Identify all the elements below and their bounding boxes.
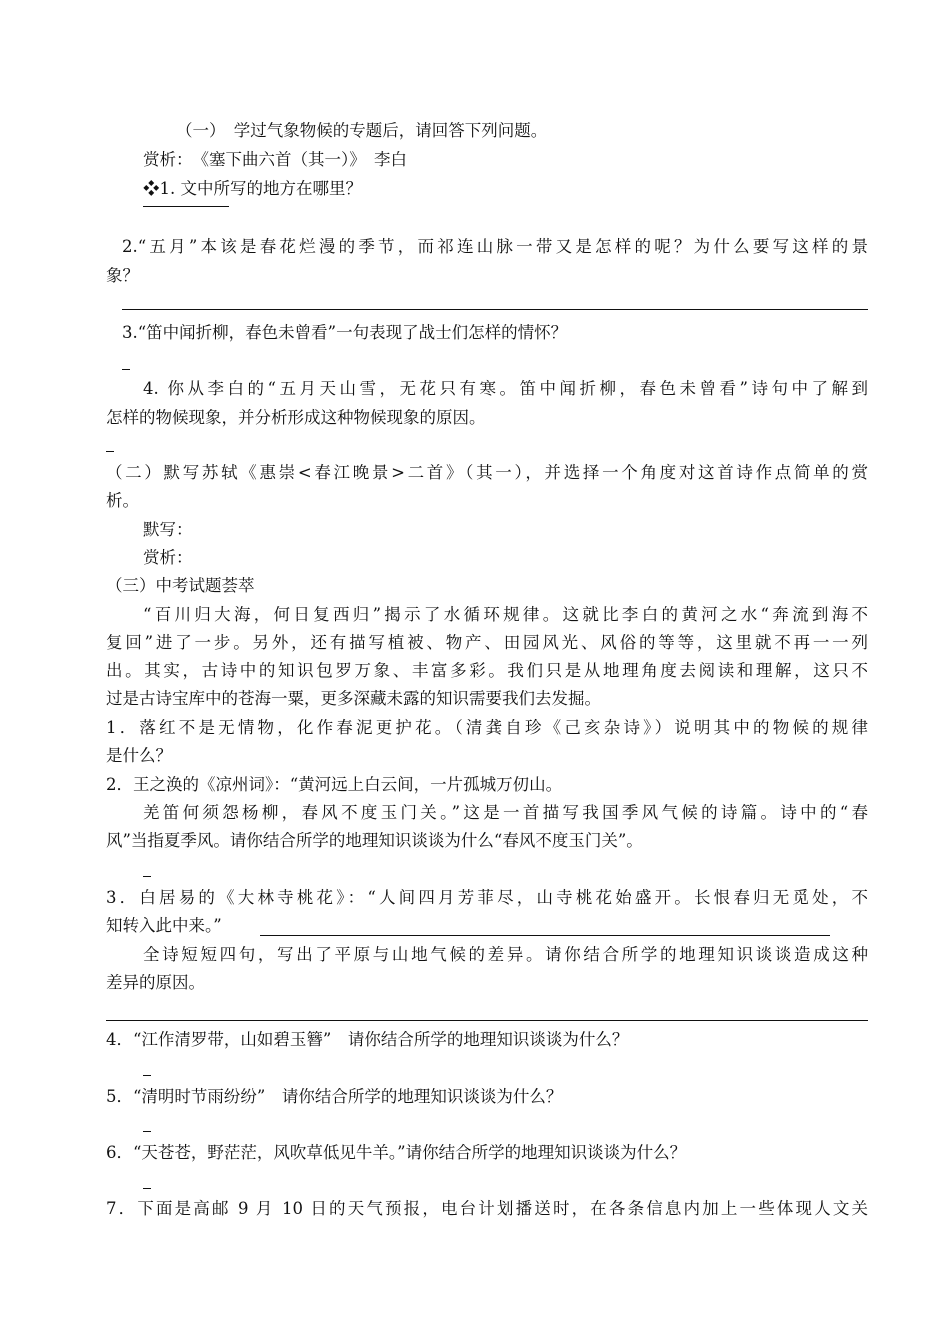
answer-line-short	[106, 451, 114, 452]
answer-line-short	[143, 1075, 151, 1076]
answer-line-short	[143, 876, 151, 877]
part3-intro-line3: 出。其实，古诗中的知识包罗万象、丰富多彩。我们只是从地理角度去阅读和理解，这只不	[106, 661, 868, 680]
part3-question-3-line3: 全诗短短四句，写出了平原与山地气候的差异。请你结合所学的地理知识谈谈造成这种	[143, 945, 868, 964]
part3-question-1-line2: 是什么？	[106, 746, 172, 765]
part3-question-2-line1: 2．王之涣的《凉州词》：“黄河远上白云间，一片孤城万仞山。	[106, 775, 563, 794]
part3-question-3-line1: 3．白居易的《大林寺桃花》：“人间四月芳菲尽，山寺桃花始盛开。长恨春归无觅处，不	[106, 888, 868, 907]
answer-line-short	[143, 1188, 151, 1189]
part3-heading: （三）中考试题荟萃	[106, 576, 255, 595]
answer-line	[260, 935, 830, 936]
part1-question-4-line2: 怎样的物候现象，并分析形成这种物候现象的原因。	[106, 408, 486, 427]
part3-intro-line1: “百川归大海，何日复西归”揭示了水循环规律。这就比李白的黄河之水“奔流到海不	[143, 605, 868, 624]
part3-question-4: 4．“江作清罗带，山如碧玉簪” 请你结合所学的地理知识谈谈为什么？	[106, 1030, 629, 1049]
part1-question-2-line1: 2.“五月”本该是春花烂漫的季节，而祁连山脉一带又是怎样的呢？为什么要写这样的景	[122, 237, 868, 256]
part1-question-3: 3.“笛中闻折柳，春色未曾看”一句表现了战士们怎样的情怀？	[122, 323, 568, 342]
part2-heading-line1: （二）默写苏轼《惠崇<春江晚景>二首》（其一），并选择一个角度对这首诗作点简单的赏	[106, 463, 868, 482]
part3-question-2-line3: 风”当指夏季风。请你结合所学的地理知识谈谈为什么“春风不度玉门关”。	[106, 831, 643, 850]
answer-line	[122, 309, 868, 310]
part1-question-2-line2: 象？	[106, 266, 139, 285]
part3-question-5: 5．“清明时节雨纷纷” 请你结合所学的地理知识谈谈为什么？	[106, 1087, 563, 1106]
answer-line-short	[143, 1131, 151, 1132]
part3-question-7-line1: 7．下面是高邮 9 月 10 日的天气预报，电台计划播送时，在各条信息内加上一些体现人文关	[106, 1199, 868, 1218]
part1-heading: （一） 学过气象物候的专题后，请回答下列问题。	[176, 121, 548, 140]
part1-question-4-line1: 4. 你从李白的“五月天山雪，无花只有寒。笛中闻折柳，春色未曾看”诗句中了解到	[143, 379, 868, 398]
part3-question-6: 6．“天苍苍，野茫茫，风吹草低见牛羊。”请你结合所学的地理知识谈谈为什么？	[106, 1143, 687, 1162]
part3-question-1-line1: 1．落红不是无情物，化作春泥更护花。（清龚自珍《己亥杂诗》）说明其中的物候的规律	[106, 718, 868, 737]
part1-question-1: ❖1. 文中所写的地方在哪里？	[143, 179, 362, 198]
part3-question-3-line2: 知转入此中来。”	[106, 916, 222, 935]
answer-line	[106, 1020, 868, 1021]
part2-appreciation: 赏析：	[143, 548, 193, 567]
answer-line-short	[122, 369, 130, 370]
part1-appreciation: 赏析： 《塞下曲六首（其一）》 李白	[143, 150, 407, 169]
answer-line	[143, 206, 229, 207]
part2-heading-line2: 析。	[106, 491, 139, 510]
part3-question-3-line4: 差异的原因。	[106, 973, 205, 992]
part3-question-2-line2: 羌笛何须怨杨柳，春风不度玉门关。”这是一首描写我国季风气候的诗篇。诗中的“春	[143, 803, 868, 822]
part3-intro-line4: 过是古诗宝库中的苍海一粟，更多深藏未露的知识需要我们去发掘。	[106, 689, 601, 708]
part3-intro-line2: 复回”进了一步。另外，还有描写植被、物产、田园风光、风俗的等等，这里就不再一一列	[106, 633, 868, 652]
part2-dictation: 默写：	[143, 520, 193, 539]
